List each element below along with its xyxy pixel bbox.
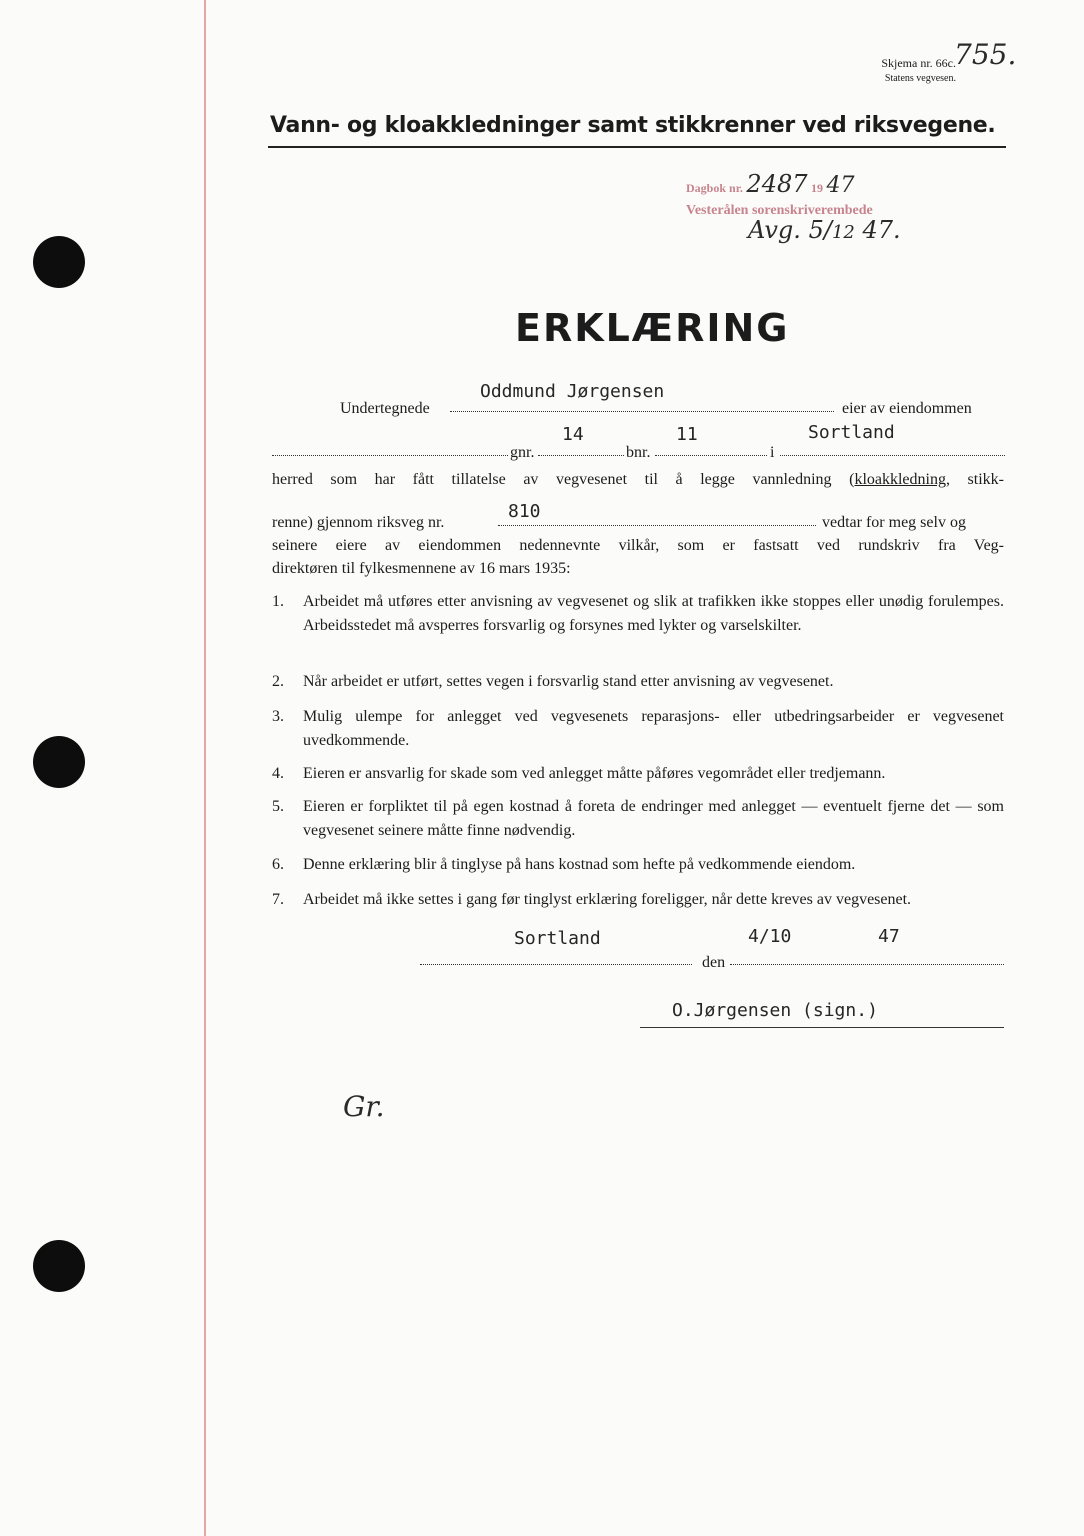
dagbok-number: 2487 bbox=[746, 170, 808, 198]
office-stamp: Vesterålen sorenskriverembede bbox=[686, 203, 873, 218]
form-header-title: Vann- og kloakkledninger samt stikkrenner ved riksvegene. bbox=[270, 113, 996, 138]
signing-year: 47 bbox=[878, 926, 900, 947]
dagbok-label: Dagbok nr. bbox=[686, 181, 743, 195]
undertegnede-label: Undertegnede bbox=[340, 400, 430, 417]
schema-number: Skjema nr. 66c. bbox=[881, 56, 956, 70]
kloakkledning-underlined: kloakkledning bbox=[854, 471, 946, 488]
gnr-leading-dotted-line bbox=[272, 455, 508, 456]
condition-text: Når arbeidet er utført, settes vegen i forsvarlig stand etter anvisning av vegvesenet. bbox=[303, 673, 834, 690]
intro-line-6: direktøren til fylkesmennene av 16 mars 1935: bbox=[272, 560, 571, 577]
signed-name: O.Jørgensen (sign.) bbox=[672, 1000, 878, 1021]
condition-number: 5. bbox=[272, 798, 284, 815]
document-title: ERKLÆRING bbox=[515, 306, 790, 350]
owner-name-field: Oddmund Jørgensen bbox=[480, 381, 665, 402]
intro-line-5: seinere eiere av eiendommen nedennevnte vilkår, som er fastsatt ved rundskriv fra Veg- bbox=[272, 537, 1004, 554]
punch-hole-middle bbox=[33, 736, 85, 788]
condition-number: 4. bbox=[272, 765, 284, 782]
date-note-month: 12 bbox=[831, 222, 855, 243]
signing-place: Sortland bbox=[514, 928, 601, 949]
i-label: i bbox=[770, 444, 775, 461]
condition-text: Eieren er forpliktet til på egen kostnad å foreta de endringer med anlegget — eventuelt fjerne det — som vegvesenet seinere måtte finne nødvendig. bbox=[303, 798, 1004, 839]
owner-name-dotted-line bbox=[450, 411, 834, 412]
municipality-field: Sortland bbox=[808, 422, 895, 443]
red-margin-line bbox=[204, 0, 206, 1536]
condition-number: 3. bbox=[272, 708, 284, 725]
condition-number: 6. bbox=[272, 856, 284, 873]
dagbok-year-suffix: 47 bbox=[826, 173, 855, 198]
riksveg-number-field: 810 bbox=[508, 501, 541, 522]
dagbok-year-prefix: 19 bbox=[811, 181, 823, 195]
punch-hole-top bbox=[33, 236, 85, 288]
date-dotted-line bbox=[730, 964, 1004, 965]
condition-number: 1. bbox=[272, 593, 284, 610]
signature-line bbox=[640, 1027, 1004, 1028]
signing-date: 4/10 bbox=[748, 926, 792, 947]
permission-line-end: , stikk- bbox=[945, 471, 1004, 488]
date-note-prefix: Avg. bbox=[748, 216, 801, 244]
condition-text: Mulig ulempe for anlegget ved vegvesenets reparasjons- eller utbedringsarbeider er vegvesenet uvedkommende. bbox=[303, 708, 1004, 749]
issuer-label: Statens vegvesen. bbox=[884, 73, 956, 84]
bnr-label: bnr. bbox=[626, 444, 651, 461]
bnr-dotted-line bbox=[655, 455, 767, 456]
punch-hole-bottom bbox=[33, 1240, 85, 1292]
dagbok-stamp bbox=[686, 170, 855, 198]
riksveg-suffix-text: vedtar for meg selv og bbox=[822, 514, 966, 531]
bnr-value: 11 bbox=[676, 424, 698, 445]
gnr-dotted-line bbox=[538, 455, 624, 456]
municipality-dotted-line bbox=[780, 455, 1005, 456]
gnr-label: gnr. bbox=[510, 444, 535, 461]
den-label: den bbox=[702, 954, 726, 971]
condition-text: Arbeidet må ikke settes i gang før tinglyst erklæring foreligger, når dette kreves av vegvesenet. bbox=[303, 891, 912, 908]
header-rule bbox=[268, 146, 1006, 148]
condition-text: Denne erklæring blir å tinglyse på hans kostnad som hefte på vedkommende eiendom. bbox=[303, 856, 856, 873]
page-number: 755. bbox=[954, 38, 1017, 71]
date-note-day: 5 bbox=[808, 216, 824, 244]
permission-line bbox=[272, 468, 1004, 491]
condition-text: Arbeidet må utføres etter anvisning av vegvesenet og slik at trafikken ikke stoppes eller unødig forulempes. Arbeidsstedet må avsperres forsvarlig og forsynes med lykter og varselskilter. bbox=[303, 593, 1004, 634]
owner-suffix-text: eier av eiendommen bbox=[842, 400, 972, 417]
date-note-year: 47. bbox=[862, 216, 901, 244]
place-dotted-line bbox=[420, 964, 692, 965]
gnr-value: 14 bbox=[562, 424, 584, 445]
condition-text: Eieren er ansvarlig for skade som ved anlegget måtte påføres vegområdet eller tredjemann. bbox=[303, 765, 886, 782]
riksveg-label: renne) gjennom riksveg nr. bbox=[272, 514, 445, 531]
permission-line-text: herred som har fått tillatelse av vegvesenet til å legge vannledning ( bbox=[272, 471, 855, 488]
condition-number: 7. bbox=[272, 891, 284, 908]
handwritten-date-note: Avg. 5/12 47. bbox=[748, 216, 901, 244]
condition-number: 2. bbox=[272, 673, 284, 690]
riksveg-dotted-line bbox=[498, 525, 816, 526]
handwritten-initials: Gr. bbox=[343, 1090, 385, 1123]
